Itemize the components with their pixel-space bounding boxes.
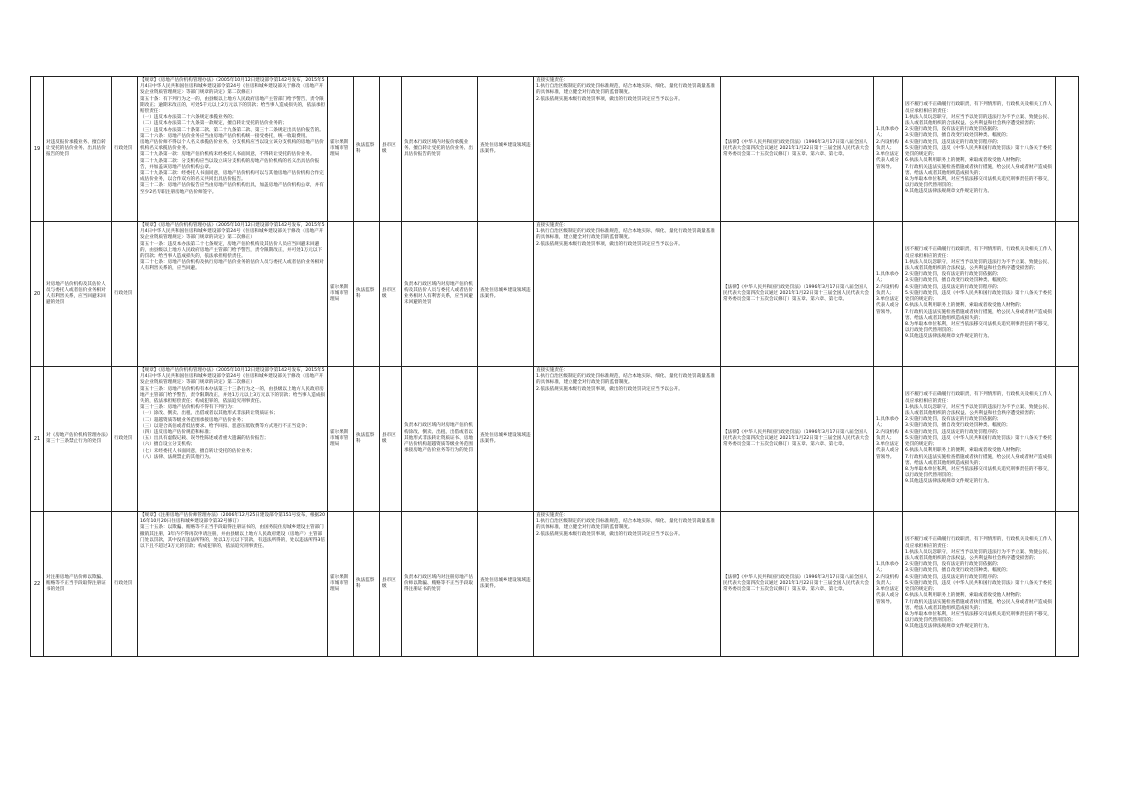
legal-basis [138, 77, 328, 222]
cell-line: 1.执行自治区级制定的行政处罚标准规范，结合本地实际，细化、量化行政处罚裁量基准的具体标准，建立健全对行政处罚的监督制度。 [536, 84, 715, 96]
row-number: 21 [31, 367, 44, 512]
cell-line: （二）违反本办法第二十九条第一款规定，擅自转让受托的估价业务的； [140, 121, 288, 127]
cell-line: 直接实施责任： [536, 223, 569, 228]
cell-line: 房地产估价师不得以个人名义承揽估价业务，分支机构应当以设立该分支机构的房地产估价机构名义承揽估价业务。 [140, 140, 324, 152]
cell-line: 3.实施行政处罚，擅自改变行政处罚种类、幅度的； [905, 568, 1011, 574]
cell-line: 7.行政机关违法实施检查措施或者执行措施，给公民人身或者财产造成损害、给法人或者其他组织造成损失的； [905, 454, 1052, 466]
cell-line: 第二十九条第二款：分支机构应当以设立该分支机构的房地产估价机构的名义出具估价报告，并加盖该房地产估价机构公章。 [140, 158, 320, 170]
cell-line: 【规章】《房地产估价机构管理办法》（2005年10月12日建设部令第142号发布，2015年5月4日中华人民共和国住房和城乡建设部令第24号《住房和城乡建设部关于修改〈房地产开发企业资质管理规定〉等部门规章的决定》第二次修正） [140, 78, 325, 96]
cell-line: 直接实施责任： [536, 368, 569, 373]
implementing-department: 霍尔果斯市城市管理局 [328, 77, 354, 222]
legal-basis [138, 512, 328, 657]
cooperating-department: 查处住房城乡建设领域违法案件。 [478, 77, 534, 222]
cell-line: 5.实施行政处罚，违反《中华人民共和国行政处罚法》第十八条关于委托处罚的规定的； [905, 580, 1052, 593]
cell-line: 第五十一条：违反本办法第二十七条规定，房地产估价机构及其估价人员应当回避未回避的，由县级以上地方人民政府房地产主管部门给予警告，责令限期改正，并可处1万元以下的罚款；给当事人造成损失的，依法承担赔偿责任。 [140, 241, 323, 260]
remarks-cell [1056, 77, 1079, 222]
cell-line: 1.执法人员玩忽职守，对应当予以处罚的违法行为不予立案、致使公民、法人或者其他组织的合法权益、公共利益和社会秩序遭受损害的； [905, 114, 1052, 127]
responsibility-items [534, 77, 721, 222]
cell-line: （五）出具有虚假记载、误导性陈述或者重大遗漏的估价报告； [140, 436, 269, 442]
cell-line: 因不履行或不正确履行行政职责，有下列情形的，行政机关及相关工作人员应承担相应的责任： [905, 247, 1053, 259]
cell-line: 【规章】《注册房地产估价师管理办法》（2006年12月25日建设部令第151号发布，根据2016年10月20日住房和城乡建设部令第32号修订） [140, 513, 325, 525]
cell-line: 9.其他违反法律法规规章文件规定的行为。 [905, 189, 993, 195]
implementation-content: 负责本行政区域内对报价承揽业务、擅自转让受托的估价业务、出具估价报告的处罚 [402, 77, 478, 222]
cell-line: 1.执行自治区级制定的行政处罚标准规范，结合本地实际，细化、量化行政处罚裁量基准的具体标准，建立健全对行政处罚的监督制度。 [536, 374, 715, 386]
responsible-unit: 执法监察科 [354, 512, 380, 657]
cell-line: 2.实施行政处罚，没有法定的行政处罚依据的； [905, 127, 1002, 133]
cell-line: 2.实施行政处罚，没有法定的行政处罚依据的； [905, 417, 1002, 423]
cell-line: 1.具体承办人； [876, 562, 899, 574]
accountability-subject [874, 222, 903, 367]
cell-line: （三）违反本办法第二十条第二款、第二十九条第二款、第三十二条规定出具估价报告的。 [140, 127, 324, 133]
remarks-cell [1056, 367, 1079, 512]
cell-line: 【规章】《房地产估价机构管理办法》（2005年10月12日建设部令第142号发布，2015年5月4日中华人民共和国住房和城乡建设部令第24号《住房和城乡建设部关于修改〈房地产开发企业资质管理规定〉等部门规章的决定》第二次修正） [140, 223, 325, 241]
item-name: 对注册房地产估价师以欺骗、贿赂等不正当手段取得注册证书的处罚 [44, 512, 112, 657]
accountability-subject [874, 512, 903, 657]
row-number: 20 [31, 222, 44, 367]
cell-line: 3.实施行政处罚，擅自改变行政处罚种类、幅度的； [905, 133, 1011, 139]
implementing-department: 霍尔果斯市城市管理局 [328, 512, 354, 657]
power-type: 行政处罚 [112, 222, 138, 367]
cell-line: 1.具体承办人； [876, 417, 899, 429]
cell-line: 3.单位法定代表人或分管领导。 [876, 297, 899, 315]
cell-line: 1.执法人员玩忽职守，对应当予以处罚的违法行为不予立案、致使公民、法人或者其他组织的合法权益、公共利益和社会秩序遭受损害的； [905, 404, 1052, 417]
cell-line: （二）超越资质等级业务范围承接房地产估价业务； [140, 417, 246, 423]
exercise-level: 县市区级 [380, 77, 402, 222]
cell-line: 6.执法人员利用职务上的便利，索取或者收受他人财物的； [905, 158, 1025, 164]
responsibility-law: 【法律】《中华人民共和国行政处罚法》（1996年3月17日第八届全国人民代表大会第四次会议通过 2021年1月22日第十三届全国人民代表大会常务委员会第二十五次会议修订）第五章、第六章、第七章。 [721, 77, 874, 222]
cell-line: 6.执法人员利用职务上的便利，索取或者收受他人财物的； [905, 448, 1025, 454]
cell-line: 3.实施行政处罚，擅自改变行政处罚种类、幅度的； [905, 278, 1011, 284]
table-row [31, 512, 1079, 657]
cooperating-department: 查处住房城乡建设领域违法案件。 [478, 222, 534, 367]
exercise-level: 县市区级 [380, 222, 402, 367]
responsibility-items [534, 512, 721, 657]
cell-line: 2.内设机构负责人； [876, 574, 899, 586]
cell-line: 5.实施行政处罚，违反《中华人民共和国行政处罚法》第十八条关于委托处罚的规定的； [905, 435, 1052, 448]
cell-line: 2.内设机构负责人； [876, 139, 899, 151]
table-row [31, 367, 1079, 512]
cell-line: 3.实施行政处罚，擅自改变行政处罚种类、幅度的； [905, 423, 1011, 429]
power-type: 行政处罚 [112, 367, 138, 512]
cell-line: （六）擅自设立分支机构； [140, 442, 196, 448]
implementation-content: 负责本行政区域内对房地产估价机构涂改、倒卖、出租、出借或者以其他形式非法转让资质证书、房地产估价机构超越资质等级业务范围承接房地产估价业务等行为的处罚 [402, 367, 478, 512]
implementation-content: 负责本行政区域内对房地产估价机构及其估价人员与委托人或者估价业务相对人有利害关系，应当回避未回避的处罚 [402, 222, 478, 367]
responsible-unit: 执法监察科 [354, 77, 380, 222]
cell-line: 3.单位法定代表人或分管领导。 [876, 152, 899, 170]
cell-line: （一）涂改、倒卖、出租、出借或者以其他形式非法转让资质证书； [140, 411, 278, 417]
accountability-situations [903, 77, 1056, 222]
cell-line: 9.其他违反法律法规规章文件规定的行为。 [905, 624, 993, 630]
remarks-cell [1056, 222, 1079, 367]
cell-line: 4.实施行政处罚，违反法定的行政处罚程序的； [905, 429, 1002, 435]
cell-line: 2.依法依规实施本级行政处罚事项，做出的行政处罚决定应当予以公开。 [536, 531, 683, 537]
cell-line: 3.单位法定代表人或分管领导。 [876, 587, 899, 605]
responsibility-law: 【法律】《中华人民共和国行政处罚法》（1996年3月17日第八届全国人民代表大会第四次会议通过 2021年1月22日第十三届全国人民代表大会常务委员会第二十五次会议修订）第五章、第六章、第七章。 [721, 512, 874, 657]
cell-line: 因不履行或不正确履行行政职责，有下列情形的，行政机关及相关工作人员应承担相应的责任： [905, 102, 1053, 114]
accountability-situations [903, 367, 1056, 512]
responsibility-law: 【法律】《中华人民共和国行政处罚法》（1996年3月17日第八届全国人民代表大会第四次会议通过 2021年1月22日第十三届全国人民代表大会常务委员会第二十五次会议修订）第五章、第六章、第七章。 [721, 222, 874, 367]
cell-line: 第二十七条：房地产估价机构及执行房地产估价业务的估价人员与委托人或者估价业务相对人有利害关系的，应当回避。 [140, 260, 324, 272]
cell-line: （三）以迎合高估或者低估要求、给予回扣、恶意压低收费等方式进行不正当竞争； [140, 423, 310, 429]
cell-line: 2.内设机构负责人； [876, 284, 899, 296]
cell-line: 第二十九条第一款：房地产估价机构未经委托人书面同意，不得转让受托的估价业务。 [140, 152, 315, 158]
cell-line: 8.为牟取本单位私利，对应当依法移交司法机关追究刑事责任的不移交，以行政处罚代替刑罚的； [905, 176, 1052, 189]
cell-line: （八）法律、法规禁止的其他行为。 [140, 454, 214, 460]
cell-line: 5.实施行政处罚，违反《中华人民共和国行政处罚法》第十八条关于委托处罚的规定的； [905, 290, 1052, 303]
cell-line: 4.实施行政处罚，违反法定的行政处罚程序的； [905, 574, 1002, 580]
row-number: 19 [31, 77, 44, 222]
accountability-subject [874, 367, 903, 512]
cell-line: 【规章】《房地产估价机构管理办法》（2005年10月12日建设部令第142号发布，2015年5月4日中华人民共和国住房和城乡建设部令第24号《住房和城乡建设部关于修改〈房地产开发企业资质管理规定〉等部门规章的决定》第二次修正） [140, 368, 325, 386]
cell-line: 第三十五条：以欺骗、贿赂等不正当手段取得注册证书的，由国务院住房城乡建设主管部门撤销其注册，3年内不得再次申请注册，并由县级以上地方人民政府建设（房地产）主管部门处以罚款，其中没有违法所得的，处以1万元以下罚款，有违法所得的，处以违法所得3倍以下且不超过3万元的罚款；构成犯罪的，依法追究刑事责任。 [140, 525, 326, 550]
cell-line: （四）违反房地产估价规范和标准； [140, 430, 214, 436]
cell-line: 1.具体承办人； [876, 272, 899, 284]
responsible-unit: 执法监察科 [354, 222, 380, 367]
cell-line: 第二十九条第二款：经委托人书面同意，房地产估价机构可以与其他房地产估价机构合作完成估价业务，以合作双方的名义共同出具估价报告。 [140, 171, 324, 183]
cell-line: 8.为牟取本单位私利，对应当依法移交司法机关追究刑事责任的不移交，以行政处罚代替刑罚的； [905, 466, 1052, 479]
cell-line: 第五十三条：房地产估价机构有本办法第三十三条行为之一的，由县级以上地方人民政府房地产主管部门给予警告，责令限期改正，并处1万元以上3万元以下的罚款；给当事人造成损失的，依法承担赔偿责任；构成犯罪的，依法追究刑事责任。 [140, 386, 326, 405]
power-type: 行政处罚 [112, 77, 138, 222]
item-name: 对《房地产估价机构管理办法》第三十三条禁止行为的处罚 [44, 367, 112, 512]
cell-line: 2.实施行政处罚，没有法定的行政处罚依据的； [905, 272, 1002, 278]
cell-line: 4.实施行政处罚，违反法定的行政处罚程序的； [905, 139, 1002, 145]
accountability-situations [903, 222, 1056, 367]
remarks-cell [1056, 512, 1079, 657]
cell-line: 第三十三条：房地产估价机构不得有下列行为： [140, 405, 237, 411]
item-name: 对房地产估价机构及其估价人员与委托人或者估价业务相对人有利害关系，应当回避未回避的处罚 [44, 222, 112, 367]
cell-line: 1.执法人员玩忽职守，对应当予以处罚的违法行为不予立案、致使公民、法人或者其他组织的合法权益、公共利益和社会秩序遭受损害的； [905, 259, 1052, 272]
exercise-level: 县市区级 [380, 512, 402, 657]
responsibility-law: 【法律】《中华人民共和国行政处罚法》（1996年3月17日第八届全国人民代表大会第四次会议通过 2021年1月22日第十三届全国人民代表大会常务委员会第二十五次会议修订）第五章、第六章、第七章。 [721, 367, 874, 512]
cell-line: 2.依法依规实施本级行政处罚事项，做出的行政处罚决定应当予以公开。 [536, 241, 683, 247]
cell-line: 6.执法人员利用职务上的便利，索取或者收受他人财物的； [905, 593, 1025, 599]
cell-line: 5.实施行政处罚，违反《中华人民共和国行政处罚法》第十八条关于委托处罚的规定的； [905, 145, 1052, 158]
legal-basis [138, 222, 328, 367]
cell-line: 9.其他违反法律法规规章文件规定的行为。 [905, 334, 993, 340]
responsibility-items [534, 222, 721, 367]
implementation-content: 负责本行政区域内对注册房地产估价师以欺骗、贿赂等不正当手段取得注册证书的处罚 [402, 512, 478, 657]
exercise-level: 县市区级 [380, 367, 402, 512]
cell-line: （一）违反本办法第二十六条规定承揽业务的； [140, 115, 237, 121]
cell-line: 4.实施行政处罚，违反法定的行政处罚程序的； [905, 284, 1002, 290]
row-number: 22 [31, 512, 44, 657]
table-row [31, 222, 1079, 367]
cell-line: 7.行政机关违法实施检查措施或者执行措施，给公民人身或者财产造成损害、给法人或者其他组织造成损失的； [905, 164, 1052, 176]
cell-line: 第三十二条：房地产估价报告应当由房地产估价机构出具，加盖房地产估价机构公章，并有至少2名专职注册房地产估价师签字。 [140, 183, 324, 195]
cell-line: 1.执法人员玩忽职守，对应当予以处罚的违法行为不予立案、致使公民、法人或者其他组织的合法权益、公共利益和社会秩序遭受损害的； [905, 549, 1052, 562]
legal-basis [138, 367, 328, 512]
cell-line: 7.行政机关违法实施检查措施或者执行措施，给公民人身或者财产造成损害、给法人或者其他组织造成损失的； [905, 309, 1052, 321]
cell-line: 7.行政机关违法实施检查措施或者执行措施，给公民人身或者财产造成损害、给法人或者其他组织造成损失的； [905, 599, 1052, 611]
table-row [31, 77, 1079, 222]
accountability-situations [903, 512, 1056, 657]
cooperating-department: 查处住房城乡建设领域违法案件。 [478, 367, 534, 512]
implementing-department: 霍尔果斯市城市管理局 [328, 367, 354, 512]
cell-line: 1.具体承办人； [876, 127, 899, 139]
cell-line: 2.内设机构负责人； [876, 429, 899, 441]
cell-line: （七）未经委托人书面同意，擅自转让受托的估价业务； [140, 448, 255, 454]
cell-line: 第五十条：有下列行为之一的，由县级以上地方人民政府房地产主管部门给予警告，责令限期改正；逾期未改正的，可处5千元以上2万元以下的罚款；给当事人造成损失的，依法承担赔偿责任： [140, 96, 326, 115]
cell-line: 2.实施行政处罚，没有法定的行政处罚依据的； [905, 562, 1002, 568]
cell-line: 直接实施责任： [536, 513, 569, 518]
responsibility-items [534, 367, 721, 512]
cell-line: 直接实施责任： [536, 78, 569, 83]
cell-line: 1.执行自治区级制定的行政处罚标准规范，结合本地实际，细化、量化行政处罚裁量基准的具体标准，建立健全对行政处罚的监督制度。 [536, 519, 715, 531]
power-list-table [30, 76, 1079, 657]
power-type: 行政处罚 [112, 512, 138, 657]
responsible-unit: 执法监察科 [354, 367, 380, 512]
item-name: 对违反报价承揽业务、擅自转让受托的估价业务、出具估价报告的处罚 [44, 77, 112, 222]
cell-line: 1.执行自治区级制定的行政处罚标准规范，结合本地实际，细化、量化行政处罚裁量基准的具体标准，建立健全对行政处罚的监督制度。 [536, 229, 715, 241]
cell-line: 因不履行或不正确履行行政职责，有下列情形的，行政机关及相关工作人员应承担相应的责任： [905, 392, 1053, 404]
cell-line: 8.为牟取本单位私利，对应当依法移交司法机关追究刑事责任的不移交，以行政处罚代替刑罚的； [905, 611, 1052, 624]
cooperating-department: 查处住房城乡建设领域违法案件。 [478, 512, 534, 657]
cell-line: 6.执法人员利用职务上的便利，索取或者收受他人财物的； [905, 303, 1025, 309]
cell-line: 3.单位法定代表人或分管领导。 [876, 442, 899, 460]
implementing-department: 霍尔果斯市城市管理局 [328, 222, 354, 367]
accountability-subject [874, 77, 903, 222]
cell-line: 2.依法依规实施本级行政处罚事项，做出的行政处罚决定应当予以公开。 [536, 96, 683, 102]
cell-line: 第二十六条：房地产估价业务应当由房地产估价机构统一接受委托，统一收取费用。 [140, 133, 310, 139]
cell-line: 因不履行或不正确履行行政职责，有下列情形的，行政机关及相关工作人员应承担相应的责任： [905, 537, 1053, 549]
cell-line: 2.依法依规实施本级行政处罚事项，做出的行政处罚决定应当予以公开。 [536, 386, 683, 392]
cell-line: 8.为牟取本单位私利，对应当依法移交司法机关追究刑事责任的不移交，以行政处罚代替刑罚的； [905, 321, 1052, 334]
cell-line: 9.其他违反法律法规规章文件规定的行为。 [905, 479, 993, 485]
